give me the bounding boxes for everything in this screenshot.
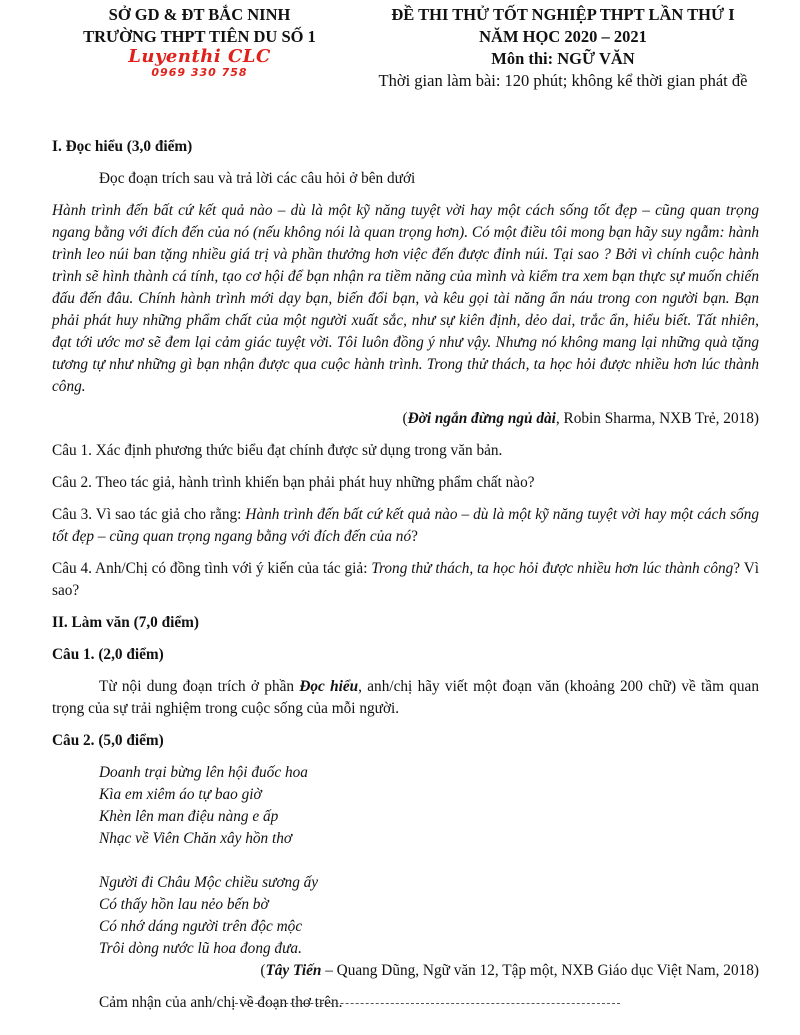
essay-question-1-lead: Từ nội dung đoạn trích ở phần [99,678,300,695]
source-open: ( [402,410,408,427]
essay-question-2-title: Câu 2. (5,0 điểm) [52,732,164,749]
essay-question-2-task: Cảm nhận của anh/chị về đoạn thơ trên. [99,994,343,1011]
passage-source [52,408,759,430]
poem-line: Kìa em xiêm áo tự bao giờ [99,786,262,803]
question-3-lead: Câu 3. Vì sao tác giả cho rằng: [52,506,246,523]
question-3-quote: Hành trình đến bất cứ kết quả nào – dù là một kỹ năng tuyệt vời hay một cách sống tốt đẹp – cũng quan trọng ngang bằng với đích đến của nó [52,506,759,545]
part2-title: II. Làm văn (7,0 điểm) [52,614,200,631]
time-limit: Thời gian làm bài: 120 phút; không kể thời gian phát đề [378,71,748,90]
school-name: TRƯỜNG THPT TIÊN DU SỐ 1 [83,27,316,46]
essay-question-1-title: Câu 1. (2,0 điểm) [52,646,164,663]
poem-line: Khèn lên man điệu nàng e ấp [99,808,279,825]
exam-content [52,136,759,1014]
department-name: SỞ GD & ĐT BẮC NINH [108,5,291,24]
question-3 [52,504,759,548]
question-4-lead: Câu 4. Anh/Chị có đồng tình với ý kiến của tác giả: [52,560,372,577]
poem-source [52,960,759,982]
poem-line: Trôi dòng nước lũ hoa đong đưa. [99,940,302,957]
source-book-title: Đời ngắn đừng ngủ dài [407,410,556,427]
question-4 [52,558,759,602]
part1-title: I. Đọc hiểu (3,0 điểm) [52,138,193,155]
end-divider [235,1003,620,1004]
question-2: Câu 2. Theo tác giả, hành trình khiến bạn phải phát huy những phẩm chất nào? [52,474,535,491]
source-details: , Robin Sharma, NXB Trẻ, 2018) [555,410,759,427]
essay-question-1-rest: , anh/chị hãy viết một đoạn văn (khoảng 200 chữ) về tầm quan trọng của sự trải nghiệm trong cuộc sống của mỗi người. [52,678,759,717]
brand-phone: 0969 330 758 [151,66,248,79]
poem-line: Doanh trại bừng lên hội đuốc hoa [99,764,308,781]
poem-source-open: ( [260,962,266,979]
header-left [52,4,347,79]
brand-logo-text: Luyenthi CLC [128,46,271,67]
poem-line: Có nhớ dáng người trên độc mộc [99,918,303,935]
essay-question-1-ref: Đọc hiểu [299,678,359,695]
poem-source-details: – Quang Dũng, Ngữ văn 12, Tập một, NXB Giáo dục Việt Nam, 2018) [321,962,759,979]
poem-line: Người đi Châu Mộc chiều sương ấy [99,874,319,891]
poem-line: Nhạc về Viên Chăn xây hồn thơ [99,830,293,847]
part1-instruction: Đọc đoạn trích sau và trả lời các câu hỏi ở bên dưới [99,170,416,187]
question-4-end: ? Vì sao? [52,560,759,599]
school-year: NĂM HỌC 2020 – 2021 [479,27,647,46]
poem-excerpt [52,762,759,960]
question-3-end: ? [411,528,418,545]
subject: Môn thi: NGỮ VĂN [491,49,635,68]
exam-title: ĐỀ THI THỬ TỐT NGHIỆP THPT LẦN THỨ I [391,5,735,24]
question-4-quote: Trong thử thách, ta học hỏi được nhiều hơn lúc thành công [371,560,734,577]
poem-line: Có thấy hồn lau nẻo bến bờ [99,896,269,913]
reading-passage: Hành trình đến bất cứ kết quả nào – dù là một kỹ năng tuyệt vời hay một cách sống tốt đẹp – cũng quan trọng ngang bằng với đích đến của nó (nếu không nói là quan trọng hơn). Có một điều tôi mong bạn hãy suy ngẫm: hành trình leo núi ban tặng nhiều giá trị và phần thưởng hơn việc đến được đỉnh núi. Tại sao ? Bởi vì chính cuộc hành trình sẽ hình thành cá tính, tạo cơ hội để bạn nhận ra tiềm năng của mình và kiểm tra xem bạn thực sự muốn chiến đấu đến đâu. Chính hành trình mới dạy bạn, biến đổi bạn, và kêu gọi tài năng ẩn náu trong con người bạn. Bạn phải phát huy những phẩm chất của một người xuất sắc, như sự kiên định, dẻo dai, trắc ẩn, hiểu biết. Tất nhiên, đạt tới ước mơ sẽ đem lại cảm giác tuyệt vời. Tôi luôn đồng ý như vậy. Nhưng nó không mang lại những quà tặng tương tự như những gì bạn nhận được qua cuộc hành trình. Trong thử thách, ta học hỏi được nhiều hơn lúc thành công. [52,202,759,395]
poem-title: Tây Tiến [265,962,322,979]
header-right [358,4,768,92]
question-1: Câu 1. Xác định phương thức biểu đạt chính được sử dụng trong văn bản. [52,442,503,459]
essay-question-1-text [52,676,759,720]
